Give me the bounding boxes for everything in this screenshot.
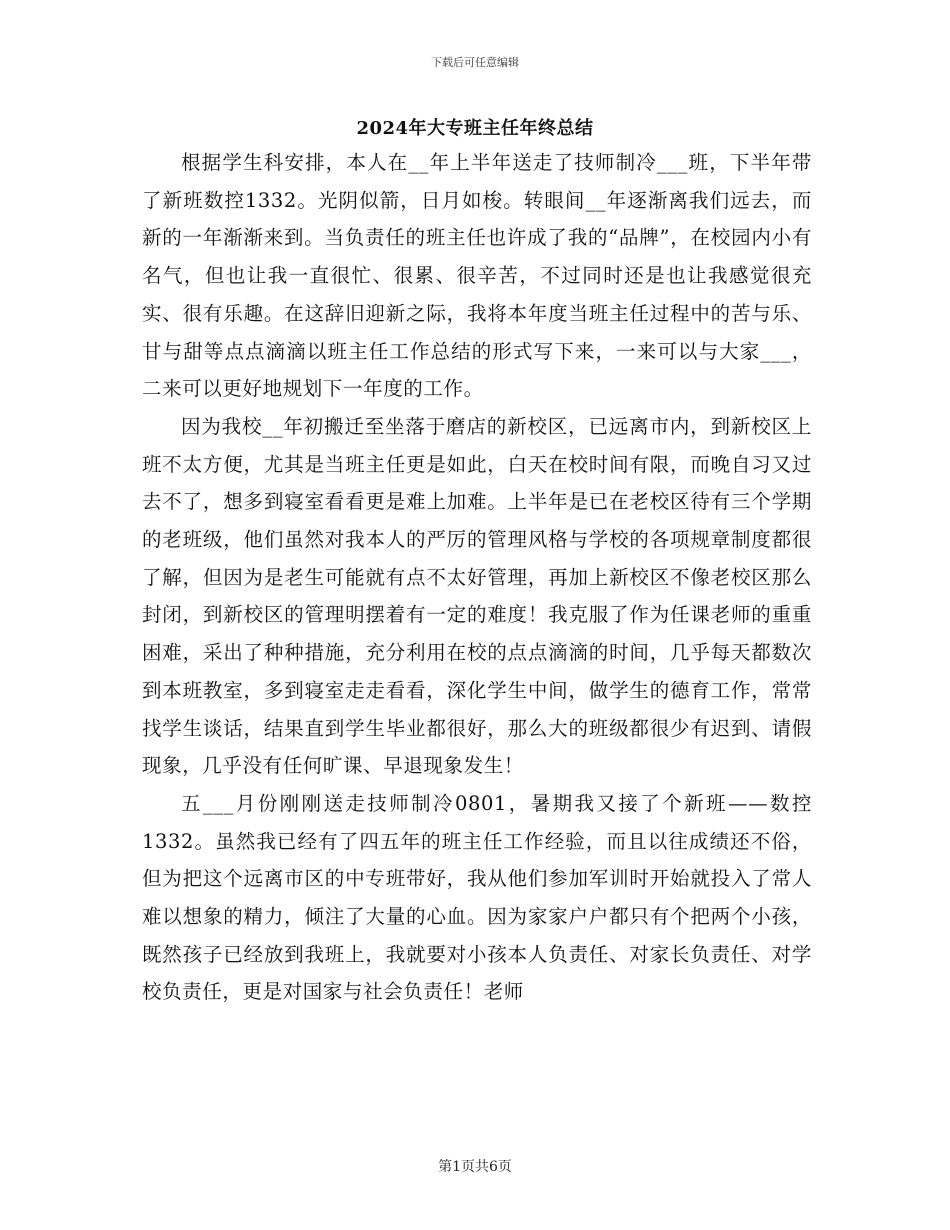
paragraph-3: 五___月份刚刚送走技师制冷0801，暑期我又接了个新班——数控1332。虽然我已经有了四五年的班主任工作经验，而且以往成绩还不俗，但为把这个远离市区的中专班带好，我从他们参加军训时开始就投入了常人难以想象的精力，倾注了大量的心血。因为家家户户都只有个把两个小孩，既然孩子已经放到我班上，我就要对小孩本人负责任、对家长负责任、对学校负责任，更是对国家与社会负责任！老师	[142, 791, 812, 1004]
header-note: 下载后可任意编辑	[431, 56, 519, 69]
page-footer: 第1页共6页	[438, 1159, 512, 1175]
paragraph-2: 因为我校__年初搬迁至坐落于磨店的新校区，已远离市内，到新校区上班不太方便，尤其是当班主任更是如此，白天在校时间有限，而晚自习又过去不了，想多到寝室看看更是难上加难。上半年是已在老校区待有三个学期的老班级，他们虽然对我本人的严厉的管理风格与学校的各项规章制度都很了解，但因为是老生可能就有点不太好管理，再加上新校区不像老校区那么封闭，到新校区的管理明摆着有一定的难度！我克服了作为任课老师的重重困难，采出了种种措施，充分利用在校的点点滴滴的时间，几乎每天都数次到本班教室，多到寝室走走看看，深化学生中间，做学生的德育工作，常常找学生谈话，结果直到学生毕业都很好，那么大的班级都很少有迟到、请假现象，几乎没有任何旷课、早退现象发生！	[142, 414, 812, 778]
document-body	[142, 144, 812, 1011]
document-title: 2024年大专班主任年终总结	[356, 118, 594, 139]
paragraph-1: 根据学生科安排，本人在__年上半年送走了技师制冷___班，下半年带了新班数控1332。光阴似箭，日月如梭。转眼间__年逐渐离我们远去，而新的一年渐渐来到。当负责任的班主任也许成了我的“品牌”，在校园内小有名气，但也让我一直很忙、很累、很辛苦，不过同时还是也让我感觉很充实、很有乐趣。在这辞旧迎新之际，我将本年度当班主任过程中的苦与乐、甘与甜等点点滴滴以班主任工作总结的形式写下来，一来可以与大家___，二来可以更好地规划下一年度的工作。	[142, 151, 812, 401]
